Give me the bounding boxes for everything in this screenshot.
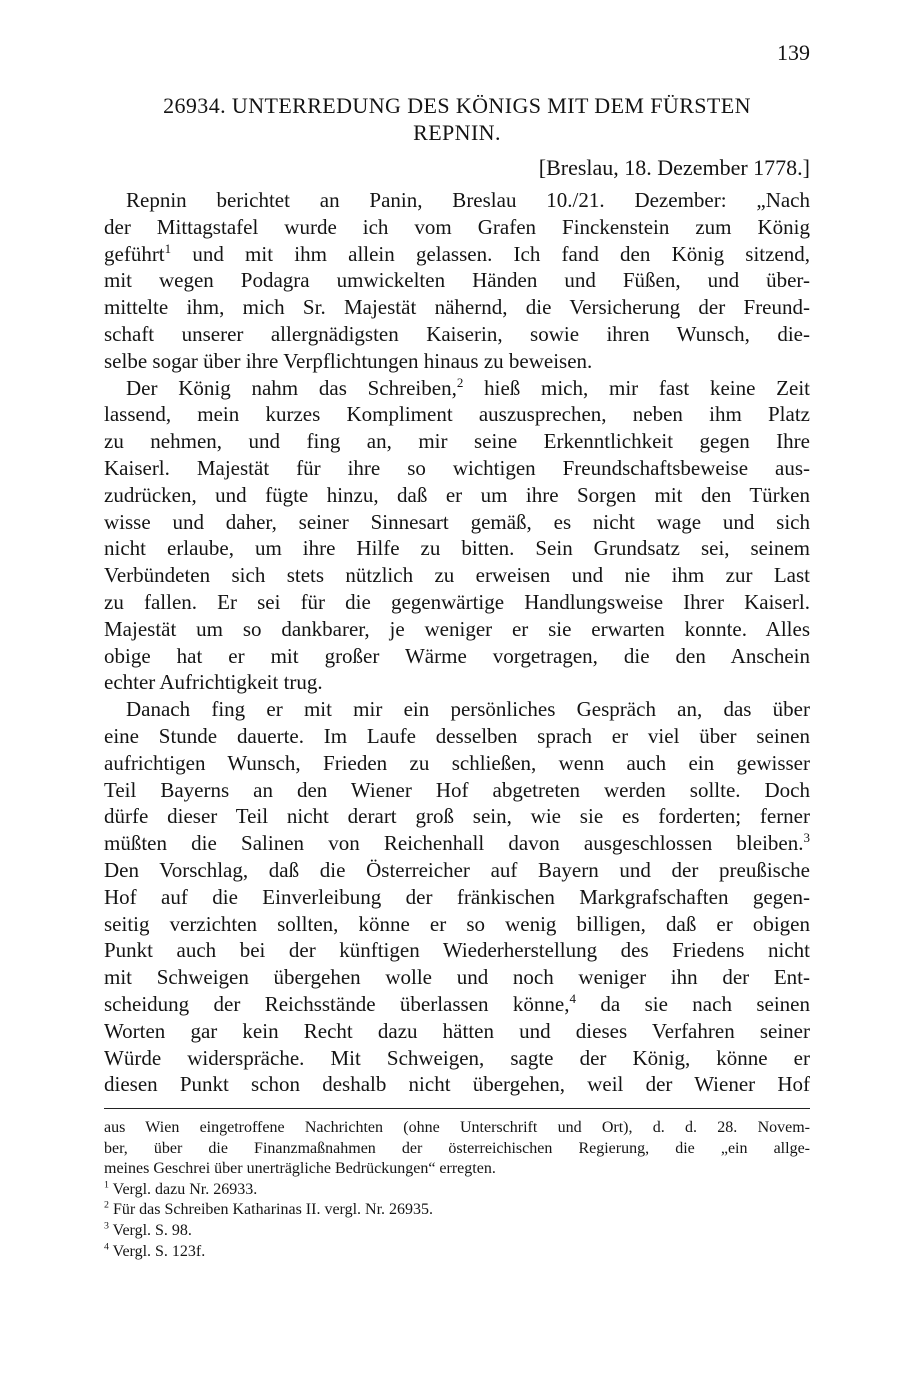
text-fragment: müßten die Salinen von Reichenhall davon ausgeschlossen bleiben. — [104, 831, 804, 856]
text-line: lassend, mein kurzes Kompliment auszusprechen, neben ihm Platz — [104, 402, 810, 427]
text-line — [104, 375, 810, 402]
text-line: Den Vorschlag, daß die Österreicher auf Bayern und der preußische — [104, 857, 810, 882]
text-line: nicht erlaube, um ihre Hilfe zu bitten. Sein Grundsatz sei, seinem — [104, 536, 810, 561]
heading-line: 26934. UNTERREDUNG DES KÖNIGS MIT DEM FÜRSTEN — [163, 93, 751, 118]
text-line: wisse und daher, seiner Sinnesart gemäß, es nicht wage und sich — [104, 509, 810, 534]
text-line: Danach fing er mit mir ein persönliches Gespräch an, das über — [126, 697, 810, 722]
text-line: dürfe dieser Teil nicht derart groß sein, wie sie es forderten; ferner — [104, 804, 810, 829]
text-line: aufrichtigen Wunsch, Frieden zu schließen, wenn auch ein gewisser — [104, 750, 810, 775]
text-line: Repnin berichtet an Panin, Breslau 10./21. Dezember: „Nach — [126, 188, 810, 212]
paragraph — [104, 375, 810, 697]
footnote-divider — [104, 1108, 810, 1109]
footnote-text: Vergl. S. 123f. — [108, 1242, 206, 1260]
footnote-mark: 1 — [104, 1179, 109, 1191]
footnote-text: Vergl. S. 98. — [108, 1221, 192, 1239]
text-line: Majestät um so dankbarer, je weniger er sie erwarten konnte. Alles — [104, 616, 810, 641]
text-line: mit wegen Podagra umwickelten Händen und Füßen, und über- — [104, 268, 810, 293]
text-line: der Mittagstafel wurde ich vom Grafen Finckenstein zum König — [104, 214, 810, 239]
document-heading — [104, 92, 810, 146]
paragraph — [104, 187, 810, 375]
footnote — [104, 1242, 810, 1263]
footnote — [104, 1200, 810, 1221]
page-number: 139 — [777, 40, 810, 65]
text-line: schaft unserer allergnädigsten Kaiserin, sowie ihren Wunsch, die- — [104, 321, 810, 346]
footnote-continuation-line: ber, über die Finanzmaßnahmen der österreichischen Regierung, die „ein allge- — [104, 1139, 810, 1157]
footnote — [104, 1180, 810, 1201]
text-fragment: Der König nahm das Schreiben, — [126, 375, 457, 400]
footnote-ref: 3 — [803, 830, 810, 846]
footnote-text: Vergl. dazu Nr. 26933. — [108, 1180, 258, 1198]
text-line: Teil Bayerns an den Wiener Hof abgetreten werden sollte. Doch — [104, 777, 810, 802]
footnote-ref: 1 — [164, 240, 172, 256]
footnote-mark: 2 — [104, 1200, 109, 1212]
text-line: mit Schweigen übergehen wolle und noch weniger ihn der Ent- — [104, 965, 810, 990]
text-line: Würde widerspräche. Mit Schweigen, sagte der König, könne er — [104, 1045, 810, 1070]
text-line: selbe sogar über ihre Verpflichtungen hinaus zu beweisen. — [104, 348, 593, 373]
text-line: obige hat er mit großer Wärme vorgetragen, die den Anschein — [104, 643, 810, 668]
text-line: echter Aufrichtigkeit trug. — [104, 670, 323, 695]
text-line: eine Stunde dauerte. Im Laufe desselben sprach er viel über seinen — [104, 723, 810, 748]
text-fragment: geführt — [104, 241, 165, 266]
text-line: Verbündeten sich stets nützlich zu erweisen und nie ihm zur Last — [104, 563, 810, 588]
text-line: zu fallen. Er sei für die gegenwärtige Handlungsweise Ihrer Kaiserl. — [104, 589, 810, 614]
paragraph — [104, 696, 810, 1098]
text-line: mittelte ihm, mich Sr. Majestät nähernd, die Versicherung der Freund- — [104, 295, 810, 320]
footnotes — [104, 1118, 810, 1262]
text-fragment: hieß mich, mir fast keine Zeit — [463, 375, 811, 400]
text-line — [104, 991, 810, 1018]
footnote-continuation-line: meines Geschrei über unerträgliche Bedrückungen“ erregten. — [104, 1160, 496, 1178]
heading-line: REPNIN. — [413, 120, 501, 145]
footnote-continuation-line: aus Wien eingetroffene Nachrichten (ohne Unterschrift und Ort), d. d. 28. Novem- — [104, 1119, 810, 1136]
footnote-ref: 2 — [456, 374, 464, 390]
text-fragment: da sie nach seinen — [576, 991, 810, 1016]
footnote-mark: 4 — [104, 1241, 109, 1253]
text-line: Kaiserl. Majestät für ihre so wichtigen Freundschaftsbeweise aus- — [104, 455, 810, 480]
footnote-ref: 4 — [569, 990, 577, 1006]
text-fragment: und mit ihm allein gelassen. Ich fand den König sitzend, — [171, 241, 810, 266]
text-line: zudrücken, und fügte hinzu, daß er um ihre Sorgen mit den Türken — [104, 482, 810, 507]
text-line: zu nehmen, und fing an, mir seine Erkenntlichkeit gegen Ihre — [104, 429, 810, 454]
text-fragment: scheidung der Reichsstände überlassen könne, — [104, 991, 570, 1016]
text-line: Punkt auch bei der künftigen Wiederherstellung des Friedens nicht — [104, 938, 810, 963]
footnote-text: Für das Schreiben Katharinas II. vergl. Nr. 26935. — [108, 1201, 434, 1219]
dateline: [Breslau, 18. Dezember 1778.] — [538, 155, 810, 180]
text-line — [104, 241, 810, 268]
text-line: Worten gar kein Recht dazu hätten und dieses Verfahren seiner — [104, 1018, 810, 1043]
body-text — [104, 187, 810, 1098]
footnote-mark: 3 — [104, 1220, 109, 1232]
text-line — [104, 830, 810, 857]
text-line: Hof auf die Einverleibung der fränkischen Markgrafschaften gegen- — [104, 884, 810, 909]
text-line: diesen Punkt schon deshalb nicht übergehen, weil der Wiener Hof — [104, 1072, 810, 1097]
footnote — [104, 1221, 810, 1242]
text-line: seitig verzichten sollten, könne er so wenig billigen, daß er obigen — [104, 911, 810, 936]
